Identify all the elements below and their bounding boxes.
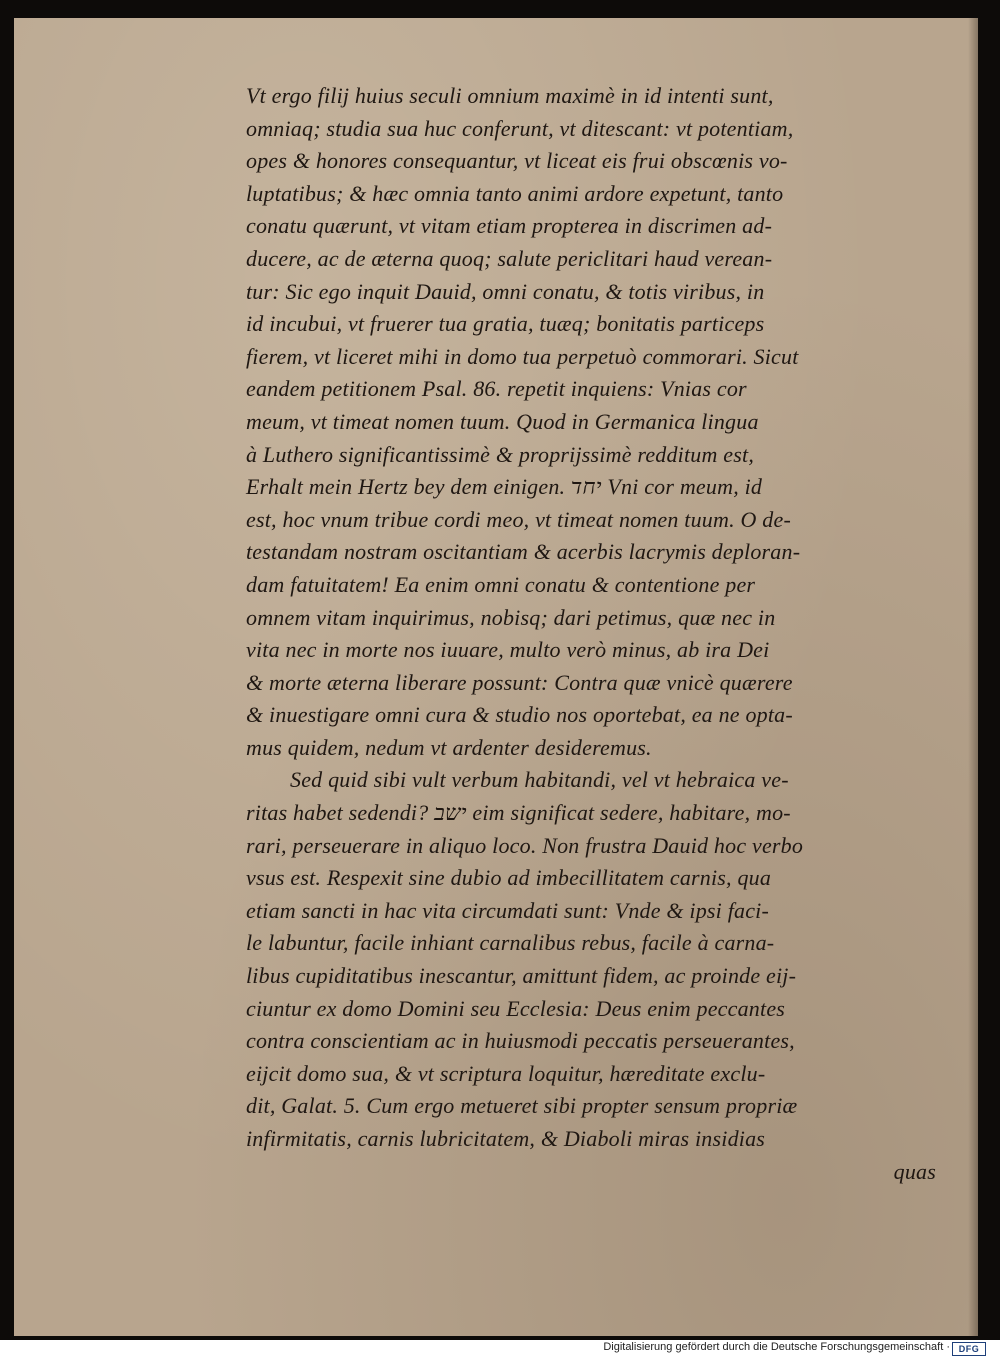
text-line: tur: Sic ego inquit Dauid, omni conatu, & totis viribus, in — [246, 278, 765, 304]
text-line: fierem, vt liceret mihi in domo tua perpetuò commorari. Sicut — [246, 343, 799, 369]
text-line: dit, Galat. 5. Cum ergo metueret sibi propter sensum propriæ — [246, 1093, 798, 1119]
text-line: dam fatuitatem! Ea enim omni conatu & contentione per — [246, 571, 756, 597]
dfg-logo: DFG — [952, 1342, 986, 1356]
text-line: id incubui, vt fruerer tua gratia, tuæq; bonitatis particeps — [246, 311, 765, 337]
text-line: vsus est. Respexit sine dubio ad imbecillitatem carnis, qua — [246, 865, 772, 891]
text-line: infirmitatis, carnis lubricitatem, & Diaboli miras insidias — [246, 1126, 766, 1151]
text-line-paragraph-start: Sed quid sibi vult verbum habitandi, vel vt hebraica ve- — [290, 767, 789, 793]
text-line: ciuntur ex domo Domini seu Ecclesia: Deus enim peccantes — [246, 995, 786, 1021]
page-edge-shadow — [968, 18, 978, 1336]
text-line: etiam sancti in hac vita circumdati sunt: Vnde & ipsi faci- — [246, 897, 770, 923]
book-page — [14, 18, 978, 1336]
text-line: luptatibus; & hæc omnia tanto animi ardore expetunt, tanto — [246, 180, 784, 206]
text-line: libus cupiditatibus inescantur, amittunt fidem, ac proinde eij- — [246, 963, 797, 989]
text-line: omnem vitam inquirimus, nobisq; dari petimus, quæ nec in — [246, 604, 776, 630]
text-line: le labuntur, facile inhiant carnalibus rebus, facile à carna- — [246, 930, 775, 956]
text-line: vita nec in morte nos iuuare, multo verò minus, ab ira Dei — [246, 637, 770, 663]
text-line: Erhalt mein Hertz bey dem einigen. יחד Vni cor meum, id — [246, 474, 763, 500]
text-line: conatu quærunt, vt vitam etiam propterea in discrimen ad- — [246, 213, 773, 239]
text-line: meum, vt timeat nomen tuum. Quod in Germanica lingua — [246, 408, 759, 434]
text-line: omniaq; studia sua huc conferunt, vt ditescant: vt potentiam, — [246, 115, 794, 141]
text-line: mus quidem, nedum vt ardenter desideremus. — [246, 734, 652, 760]
text-line: Vt ergo filij huius seculi omnium maximè in id intenti sunt, — [246, 83, 774, 108]
text-line: ducere, ac de æterna quoq; salute periclitari haud verean- — [246, 245, 773, 271]
text-line: à Luthero significantissimè & proprijssimè redditum est, — [246, 441, 755, 467]
catchword: quas — [893, 1158, 936, 1184]
text-line: contra conscientiam ac in huiusmodi peccatis perseuerantes, — [246, 1028, 795, 1054]
text-line: & inuestigare omni cura & studio nos oportebat, ea ne opta- — [246, 702, 793, 728]
text-line: rari, perseuerare in aliquo loco. Non frustra Dauid hoc verbo — [246, 832, 804, 858]
text-line: ritas habet sedendi? ישב eim significat sedere, habitare, mo- — [246, 800, 791, 826]
text-line: & morte æterna liberare possunt: Contra quæ vnicè quærere — [246, 669, 793, 695]
text-line: opes & honores consequantur, vt liceat eis frui obscœnis vo- — [246, 148, 788, 174]
text-line: est, hoc vnum tribue cordi meo, vt timeat nomen tuum. O de- — [246, 506, 791, 532]
text-line: eandem petitionem Psal. 86. repetit inquiens: Vnias cor — [246, 376, 747, 402]
latin-text-body — [246, 80, 966, 1188]
footer-bar — [0, 1340, 1000, 1356]
text-line: eijcit domo sua, & vt scriptura loquitur, hæreditate exclu- — [246, 1060, 766, 1086]
text-line: testandam nostram oscitantiam & acerbis lacrymis deploran- — [246, 539, 801, 565]
funding-credit: Digitalisierung gefördert durch die Deutsche Forschungsgemeinschaft · — [603, 1341, 950, 1353]
